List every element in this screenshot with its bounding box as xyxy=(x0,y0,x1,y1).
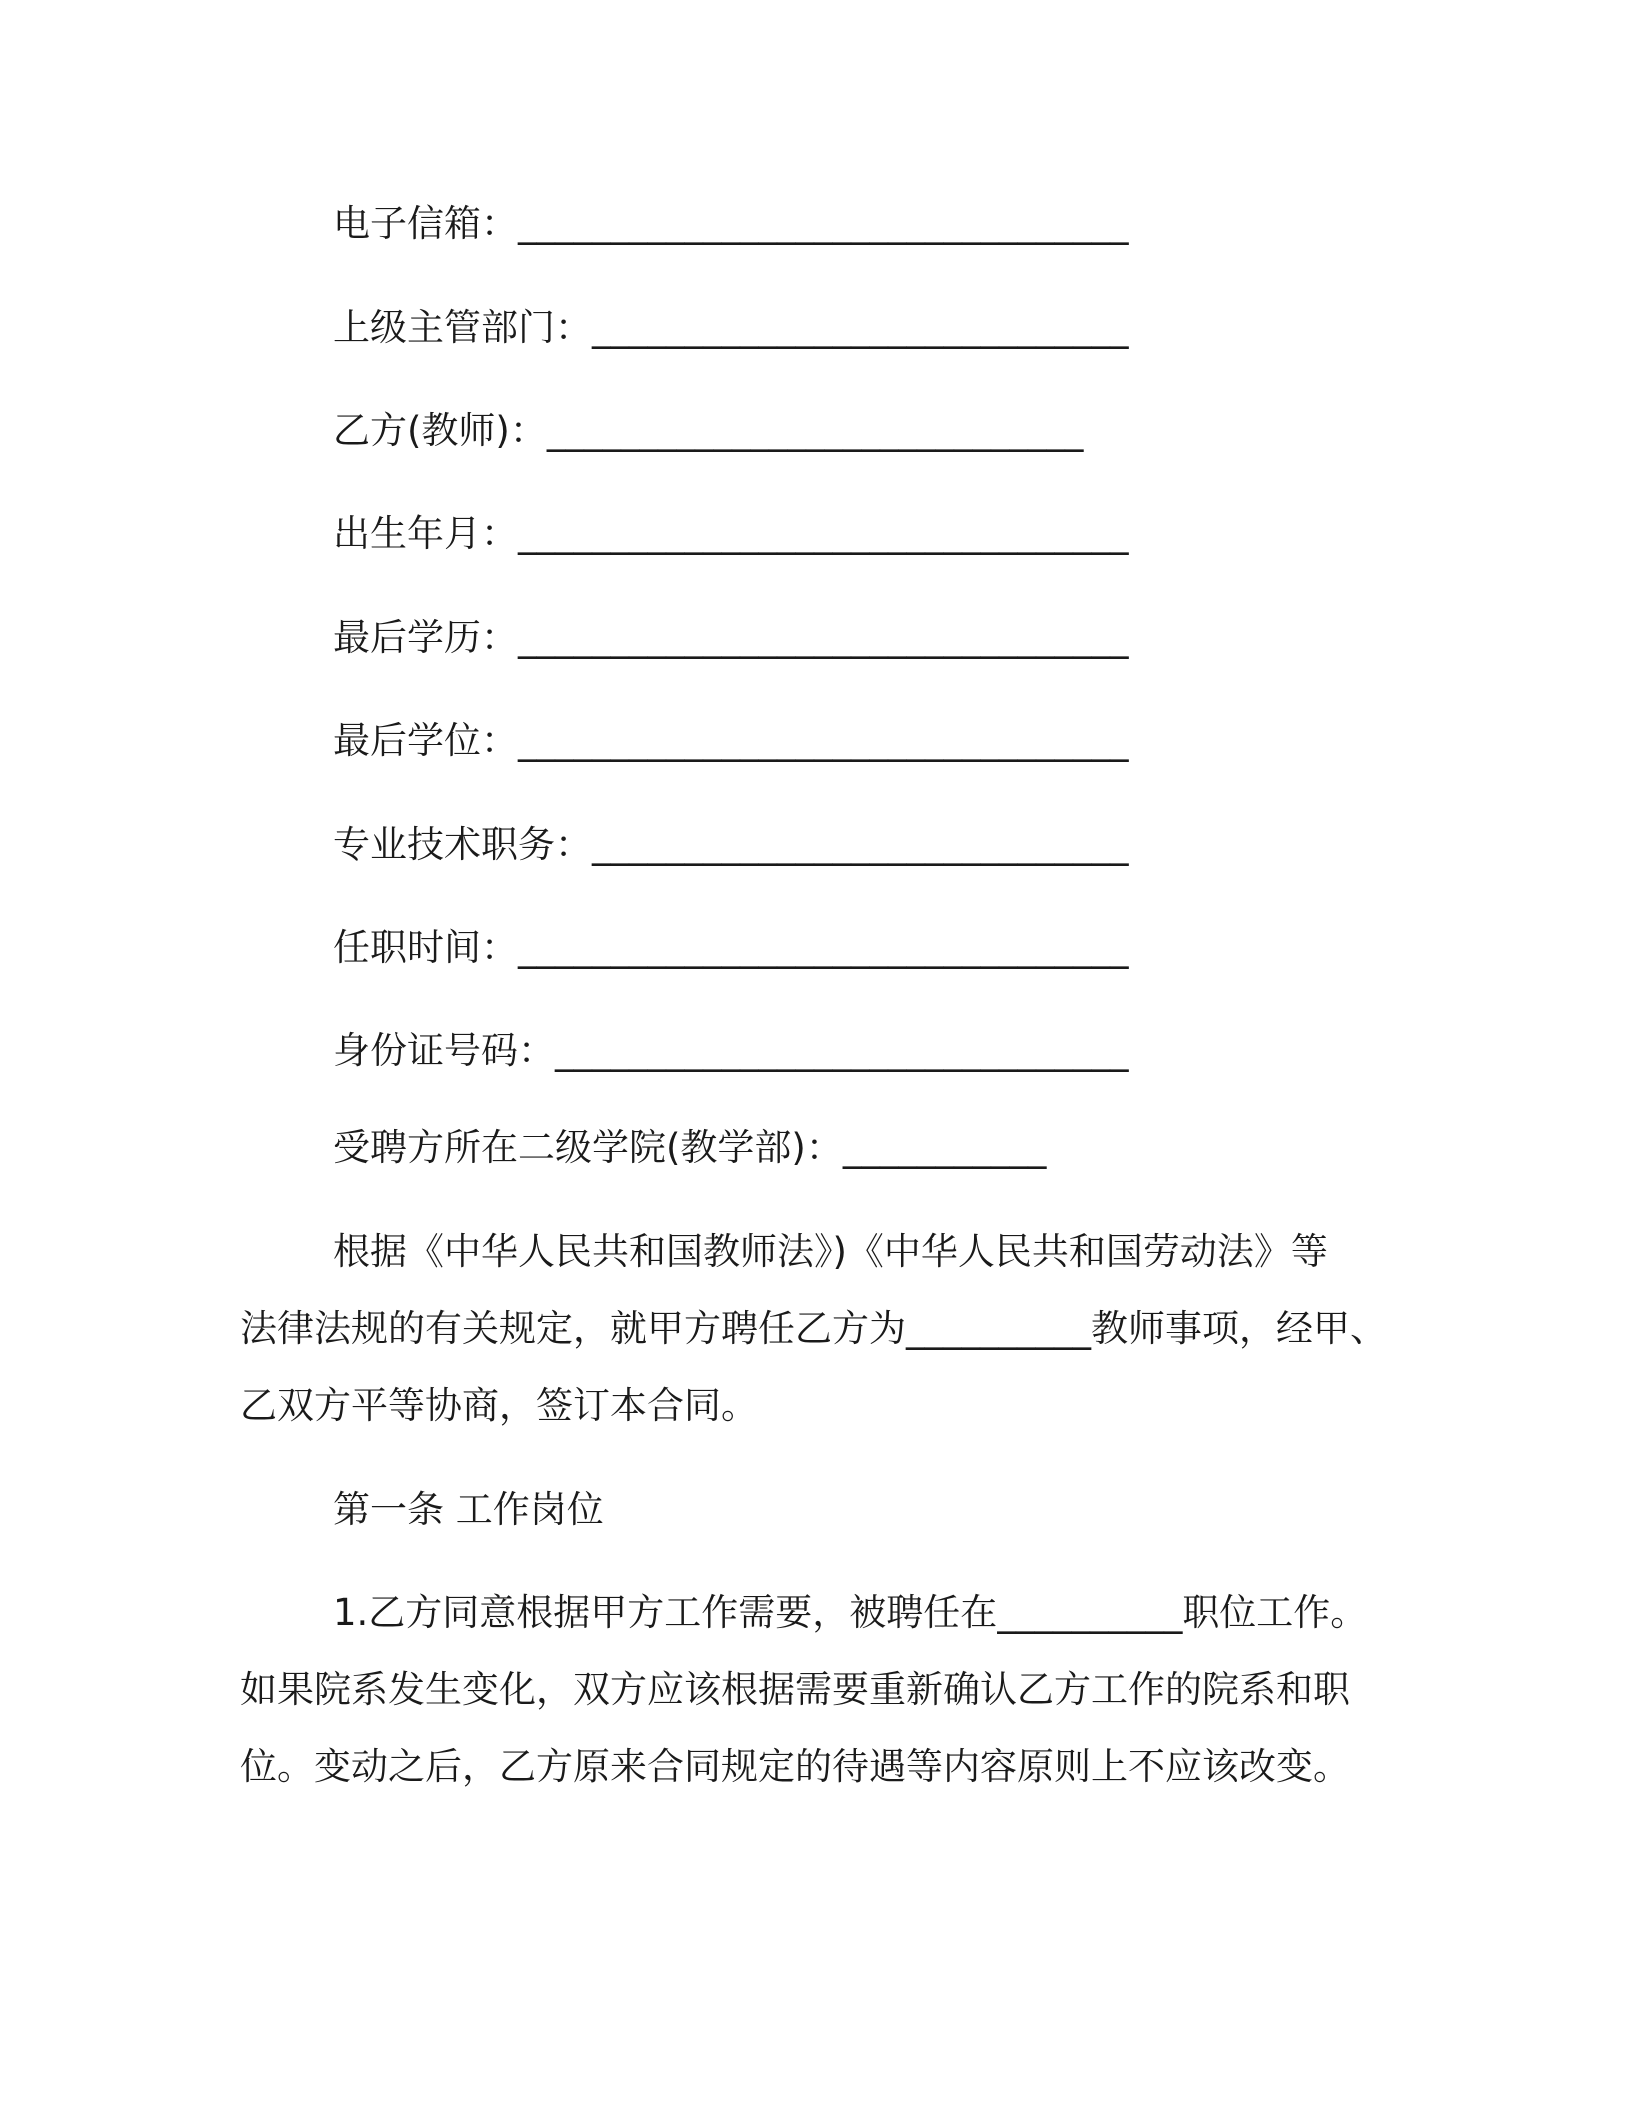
field-party-b-teacher xyxy=(333,405,1083,457)
inline-blank: __________ xyxy=(906,1307,1091,1350)
paragraph-text: 位。变动之后，乙方原来合同规定的待遇等内容原则上不应该改变。 xyxy=(240,1745,1350,1788)
article-1-title xyxy=(333,1484,604,1536)
field-label: 受聘方所在二级学院(教学部)： xyxy=(333,1126,843,1169)
field-label: 任职时间： xyxy=(333,926,518,969)
field-superior-department xyxy=(333,302,1129,354)
field-blank: _________________________________ xyxy=(518,512,1129,555)
field-label: 出生年月： xyxy=(333,512,518,555)
paragraph-text: 1.乙方同意根据甲方工作需要，被聘任在 xyxy=(333,1591,998,1634)
paragraph-legal-basis-line-2 xyxy=(240,1303,1390,1355)
field-label: 乙方(教师)： xyxy=(333,409,547,452)
paragraph-text: 职位工作。 xyxy=(1182,1591,1368,1634)
field-label: 上级主管部门： xyxy=(333,306,592,349)
field-blank: _____________________________ xyxy=(592,306,1129,349)
paragraph-position-line-2 xyxy=(240,1664,1390,1716)
paragraph-position-line-3 xyxy=(240,1741,1390,1793)
field-birth-date xyxy=(333,508,1129,560)
paragraph-text: 根据《中华人民共和国教师法》)《中华人民共和国劳动法》等 xyxy=(333,1230,1328,1273)
field-label: 最后学位： xyxy=(333,719,518,762)
field-appointment-time xyxy=(333,922,1129,974)
field-professional-title xyxy=(333,819,1129,871)
field-blank: _________________________________ xyxy=(518,616,1129,659)
field-label: 电子信箱： xyxy=(333,202,518,245)
field-blank: _________________________________ xyxy=(518,202,1129,245)
paragraph-position-line-1 xyxy=(240,1587,1390,1639)
field-blank: _________________________________ xyxy=(518,926,1129,969)
paragraph-text: 乙双方平等协商，签订本合同。 xyxy=(240,1384,758,1427)
field-college-department xyxy=(333,1122,1046,1174)
field-blank: _____________________________ xyxy=(546,409,1084,452)
field-email xyxy=(333,198,1129,250)
field-highest-education xyxy=(333,612,1129,664)
field-label: 最后学历： xyxy=(333,616,518,659)
field-blank: ___________ xyxy=(842,1126,1047,1169)
field-highest-degree xyxy=(333,715,1129,767)
paragraph-legal-basis-line-3 xyxy=(240,1380,1390,1432)
field-blank: _______________________________ xyxy=(555,1029,1129,1072)
field-blank: _________________________________ xyxy=(518,719,1129,762)
paragraph-text: 法律法规的有关规定，就甲方聘任乙方为 xyxy=(240,1307,906,1350)
paragraph-text: 如果院系发生变化，双方应该根据需要重新确认乙方工作的院系和职 xyxy=(240,1668,1350,1711)
field-id-number xyxy=(333,1025,1129,1077)
field-label: 专业技术职务： xyxy=(333,823,592,866)
paragraph-legal-basis-line-1 xyxy=(240,1226,1390,1278)
paragraph-text: 教师事项，经甲、 xyxy=(1091,1307,1387,1350)
article-title-text: 第一条 工作岗位 xyxy=(333,1488,604,1531)
field-label: 身份证号码： xyxy=(333,1029,555,1072)
inline-blank: __________ xyxy=(997,1591,1183,1634)
field-blank: _____________________________ xyxy=(592,823,1129,866)
